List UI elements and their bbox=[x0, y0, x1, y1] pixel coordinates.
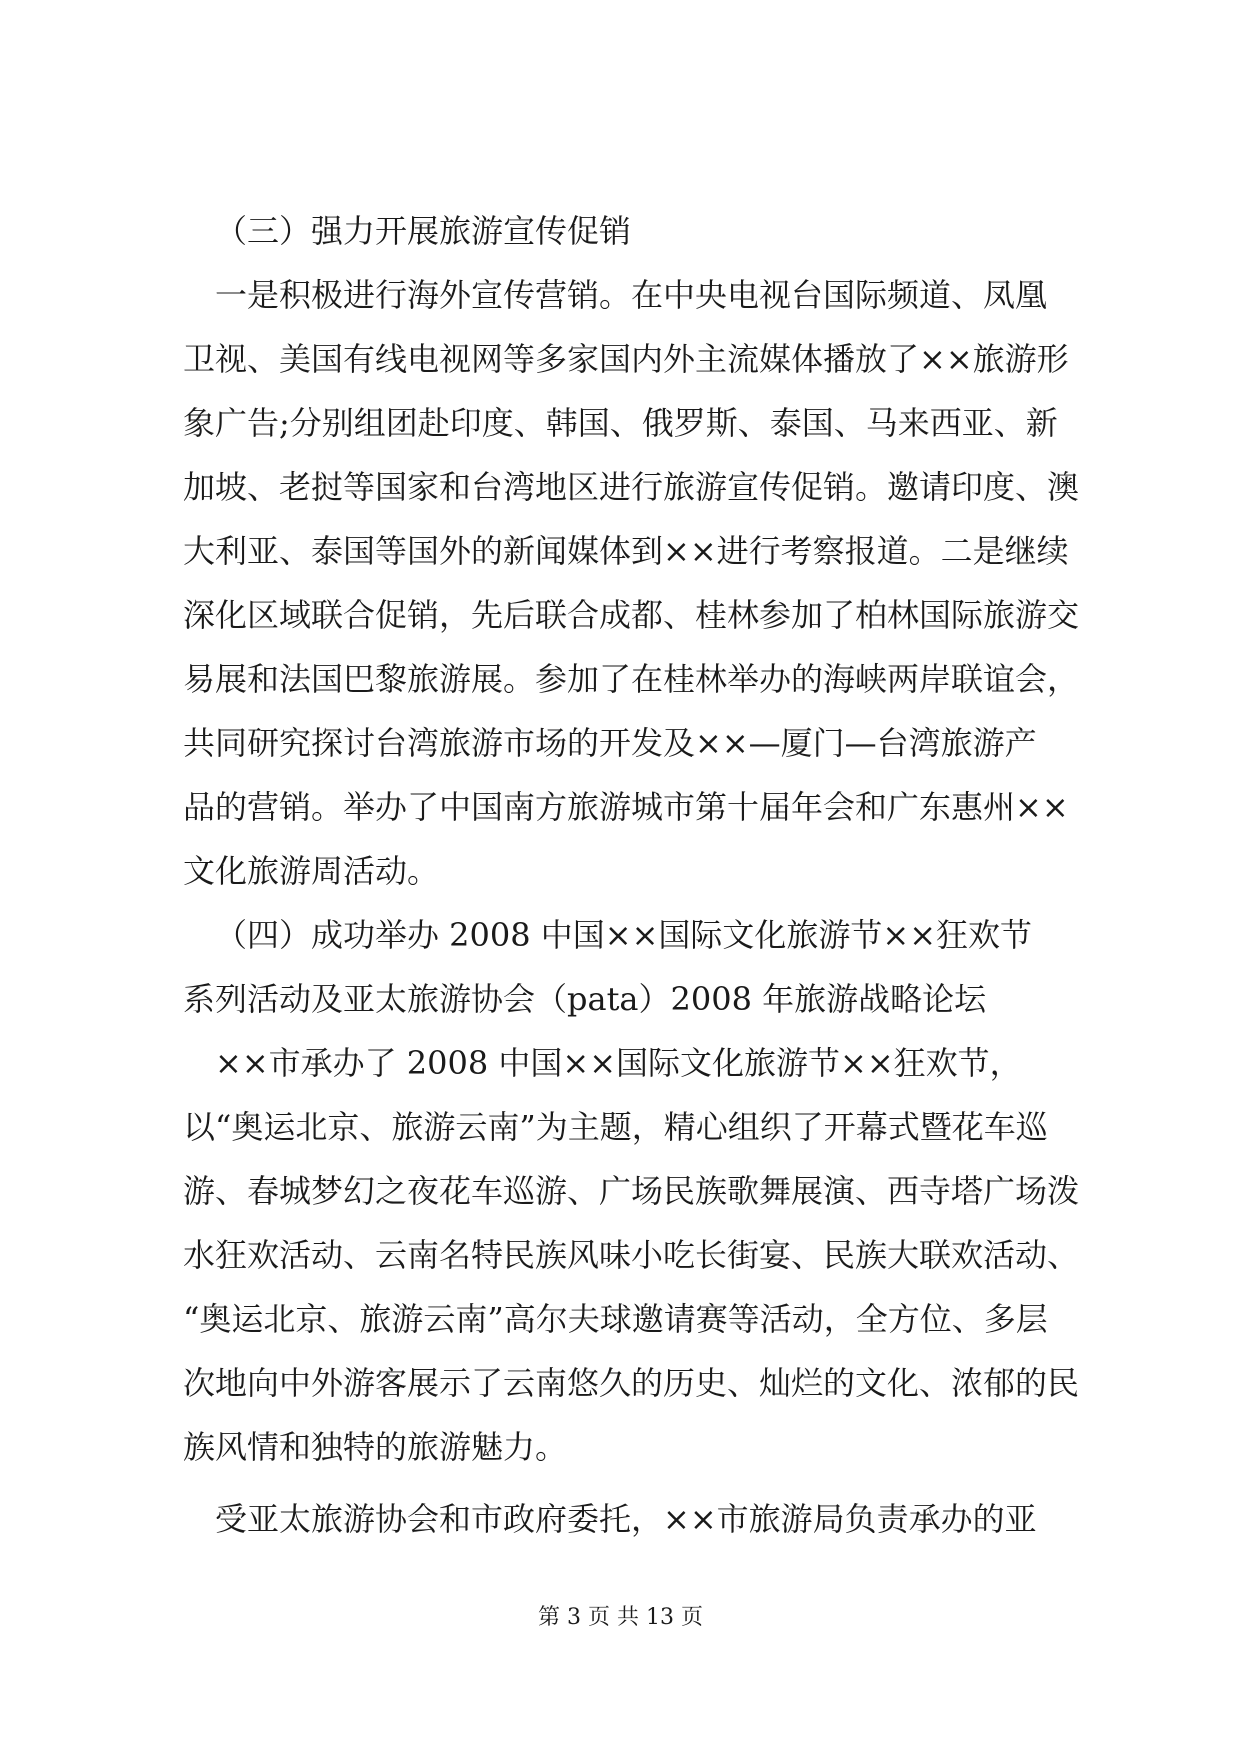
paragraph-line: 次地向中外游客展示了云南悠久的历史、灿烂的文化、浓郁的民 bbox=[183, 1364, 1080, 1402]
paragraph-line: 卫视、美国有线电视网等多家国内外主流媒体播放了××旅游形 bbox=[183, 340, 1069, 378]
page-footer: 第 3 页 共 13 页 bbox=[538, 1605, 703, 1630]
paragraph-line: 易展和法国巴黎旅游展。参加了在桂林举办的海峡两岸联谊会， bbox=[183, 660, 1080, 698]
section-heading-3: （三）强力开展旅游宣传促销 bbox=[215, 212, 632, 250]
paragraph-line: 水狂欢活动、云南名特民族风味小吃长街宴、民族大联欢活动、 bbox=[183, 1236, 1080, 1274]
paragraph-line: 象广告;分别组团赴印度、韩国、俄罗斯、泰国、马来西亚、新 bbox=[183, 404, 1058, 442]
paragraph-line: 加坡、老挝等国家和台湾地区进行旅游宣传促销。邀请印度、澳 bbox=[183, 468, 1080, 506]
paragraph-line: 品的营销。举办了中国南方旅游城市第十届年会和广东惠州×× bbox=[183, 788, 1069, 826]
paragraph-line: 游、春城梦幻之夜花车巡游、广场民族歌舞展演、西寺塔广场泼 bbox=[183, 1172, 1080, 1210]
paragraph-line: “奥运北京、旅游云南”高尔夫球邀请赛等活动，全方位、多层 bbox=[183, 1300, 1048, 1338]
paragraph-line: 族风情和独特的旅游魅力。 bbox=[183, 1428, 568, 1466]
paragraph-line: 以“奥运北京、旅游云南”为主题，精心组织了开幕式暨花车巡 bbox=[183, 1108, 1048, 1146]
paragraph-line: 大利亚、泰国等国外的新闻媒体到××进行考察报道。二是继续 bbox=[183, 532, 1069, 570]
paragraph-line: 受亚太旅游协会和市政府委托，××市旅游局负责承办的亚 bbox=[215, 1500, 1037, 1538]
paragraph-line: 共同研究探讨台湾旅游市场的开发及××—厦门—台湾旅游产 bbox=[183, 724, 1037, 762]
paragraph-line: 文化旅游周活动。 bbox=[183, 852, 440, 890]
paragraph-line: 一是积极进行海外宣传营销。在中央电视台国际频道、凤凰 bbox=[215, 276, 1048, 314]
section-heading-4: （四）成功举办 2008 中国××国际文化旅游节××狂欢节 bbox=[215, 916, 1033, 954]
section-heading-4-cont: 系列活动及亚太旅游协会（pata）2008 年旅游战略论坛 bbox=[183, 980, 987, 1018]
paragraph-line: 深化区域联合促销，先后联合成都、桂林参加了柏林国际旅游交 bbox=[183, 596, 1080, 634]
paragraph-line: ××市承办了 2008 中国××国际文化旅游节××狂欢节， bbox=[215, 1044, 1022, 1082]
document-body bbox=[183, 0, 1083, 1754]
